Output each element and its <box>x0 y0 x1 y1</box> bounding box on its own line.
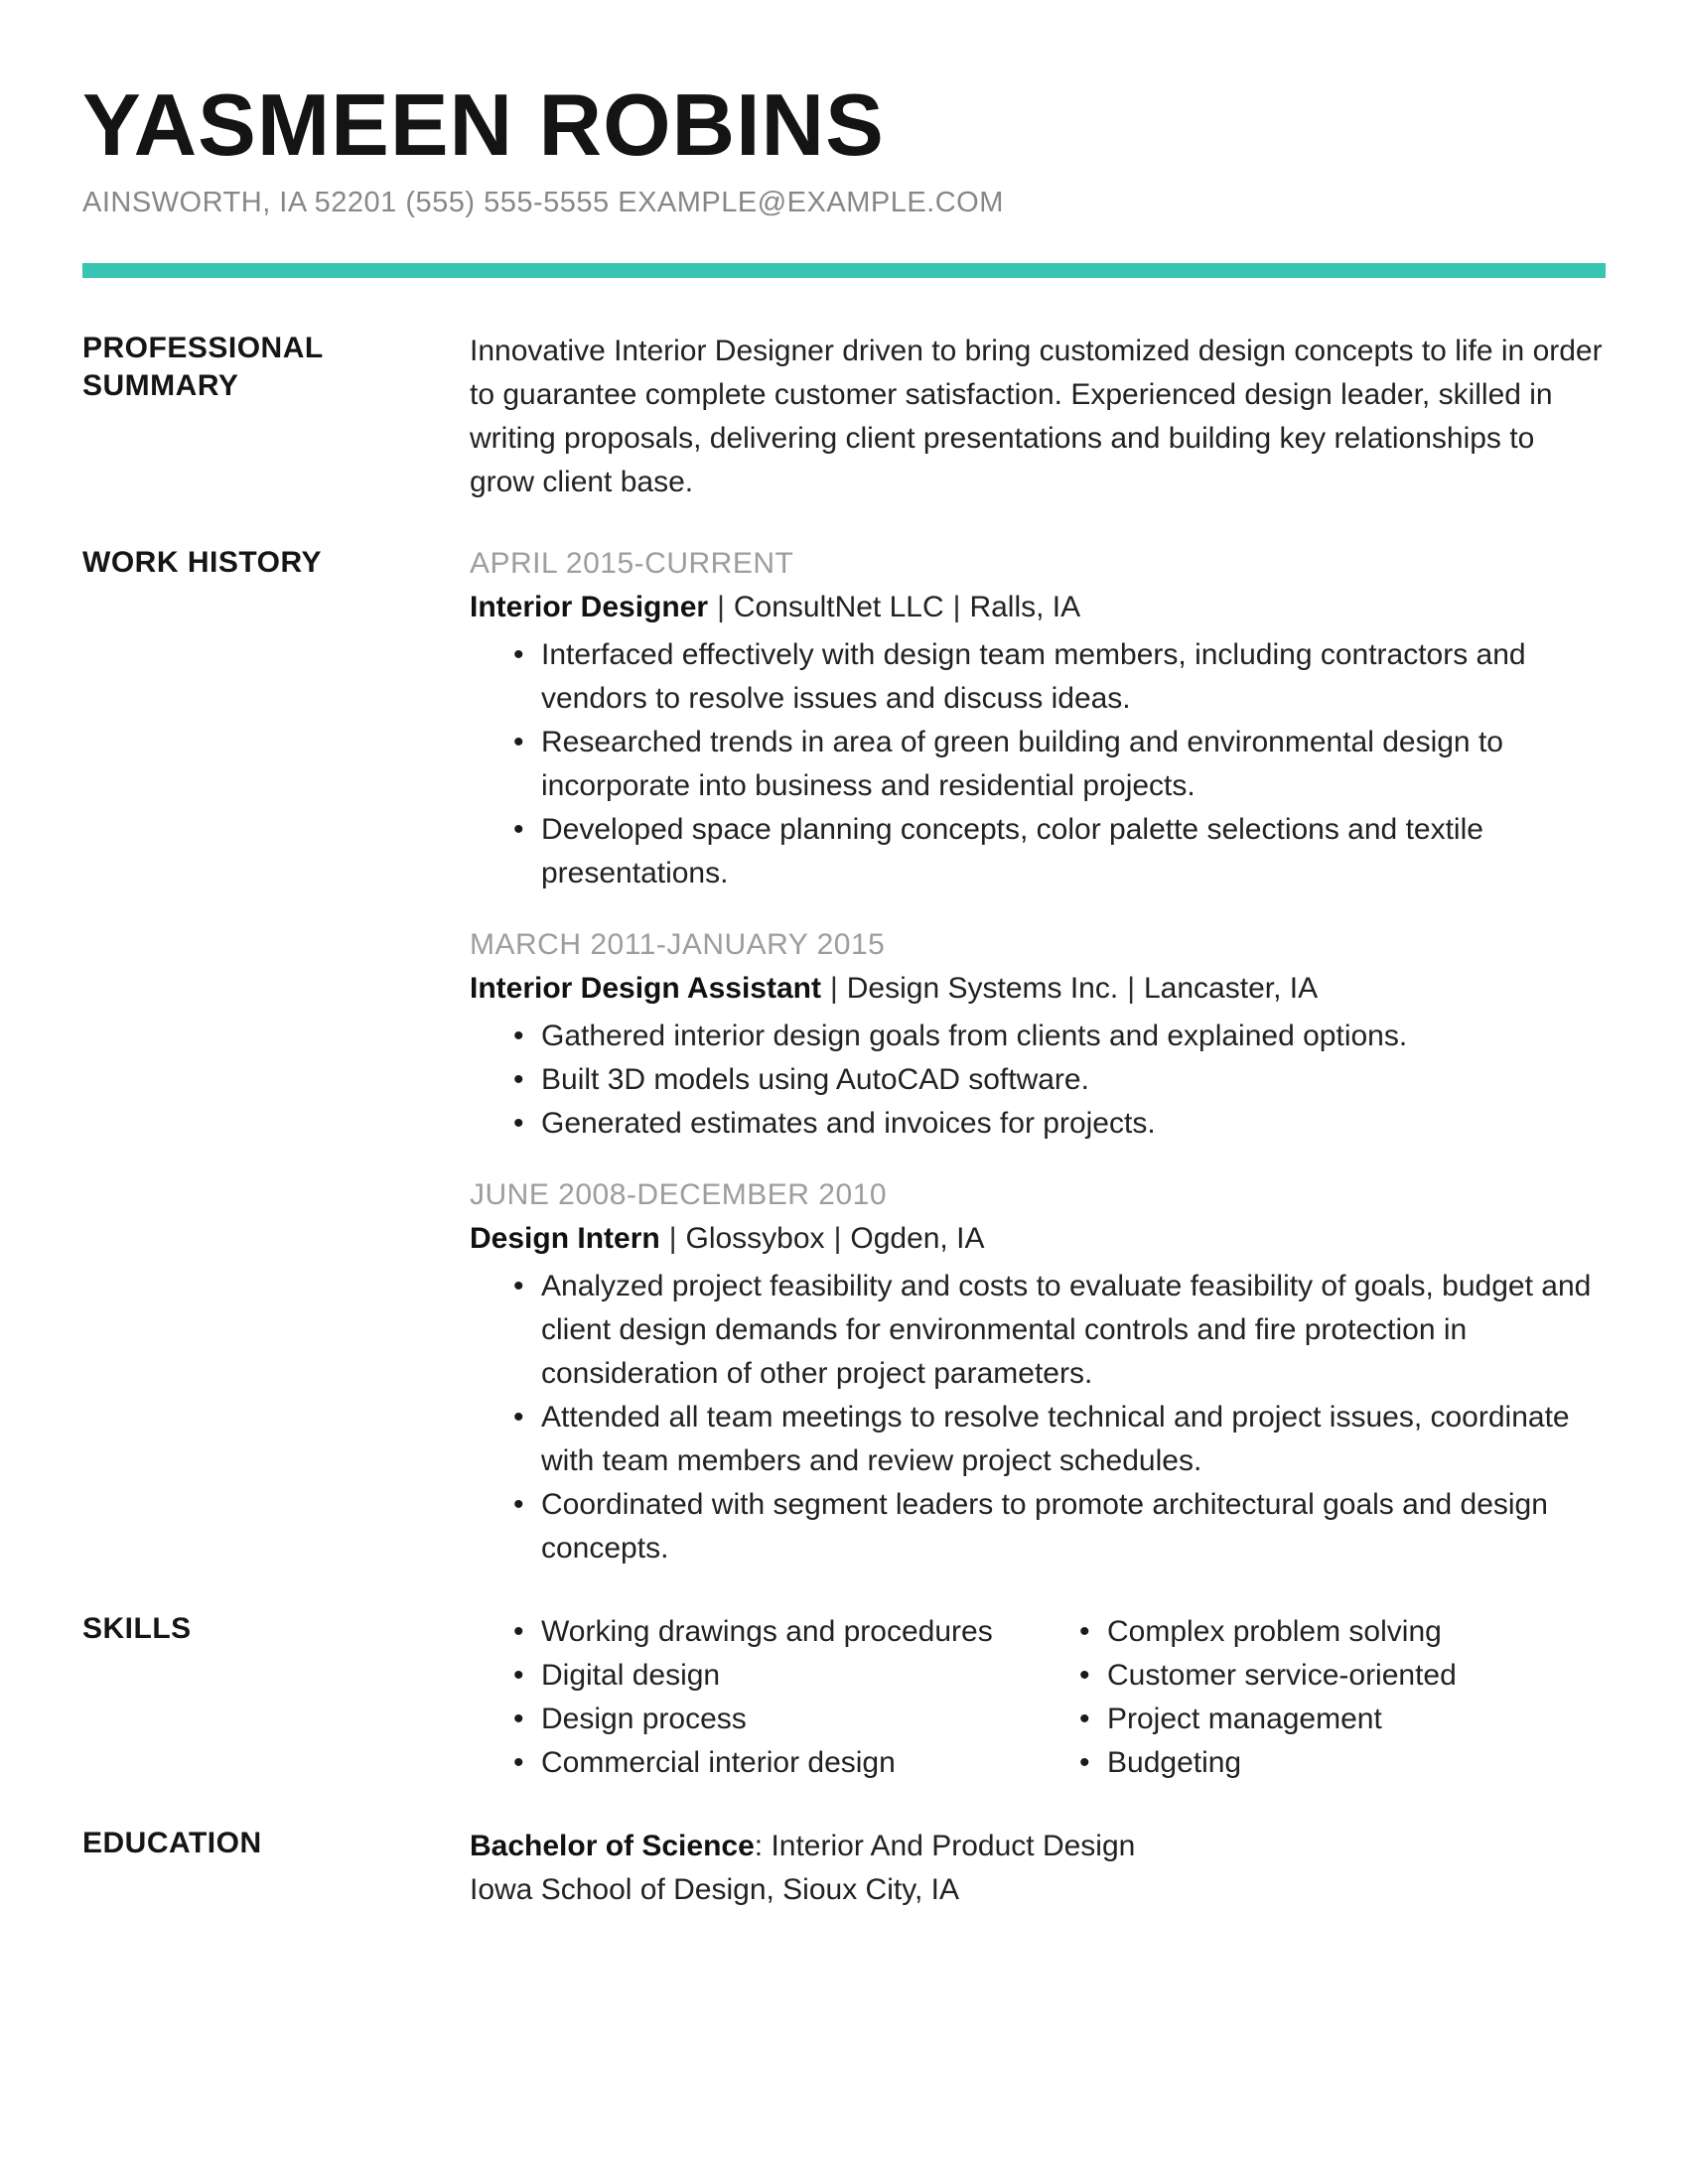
education-content <box>470 1825 1606 1912</box>
section-professional-summary <box>82 330 1606 504</box>
education-heading: EDUCATION <box>82 1827 262 1859</box>
pipe-separator: | <box>829 972 838 1005</box>
skill-item: • Commercial interior design <box>470 1741 1036 1785</box>
job-bullet: • Interfaced effectively with design team members, including contractors and vendors to resolve issues and discuss ideas. <box>470 633 1606 721</box>
job-dates: JUNE 2008-DECEMBER 2010 <box>470 1178 888 1211</box>
job-title: Interior Designer <box>470 591 709 623</box>
job-entry-interior-design-assistant <box>470 925 1606 1146</box>
job-bullet-list <box>470 1015 1606 1146</box>
accent-divider <box>82 263 1606 278</box>
professional-summary-text: Innovative Interior Designer driven to bring customized design concepts to life in order to guarantee complete customer satisfaction. Experienced design leader, skilled in writing proposals, delivering client presentations and building key relationships to grow client base. <box>470 335 1603 498</box>
contact-line: AINSWORTH, IA 52201 (555) 555-5555 EXAMPLE@EXAMPLE.COM <box>82 187 1004 218</box>
job-title-line <box>470 586 1606 629</box>
work-history-content <box>470 544 1606 1570</box>
education-school-line: Iowa School of Design, Sioux City, IA <box>470 1873 960 1906</box>
job-title-line <box>470 1217 1606 1261</box>
skill-item: • Project management <box>1036 1698 1606 1741</box>
professional-summary-heading: PROFESSIONAL SUMMARY <box>82 332 324 402</box>
section-skills <box>82 1610 1606 1785</box>
skill-item: • Budgeting <box>1036 1741 1606 1785</box>
job-bullet-list <box>470 1265 1606 1570</box>
job-location: Lancaster, IA <box>1144 972 1319 1005</box>
job-entry-interior-designer <box>470 544 1606 895</box>
job-bullet: • Attended all team meetings to resolve technical and project issues, coordinate with team members and review project schedules. <box>470 1396 1606 1483</box>
job-company: Glossybox <box>685 1222 825 1255</box>
pipe-separator: | <box>952 591 961 623</box>
skill-item: • Complex problem solving <box>1036 1610 1606 1654</box>
pipe-separator: | <box>1127 972 1135 1005</box>
job-dates: MARCH 2011-JANUARY 2015 <box>470 928 886 961</box>
job-title-line <box>470 967 1606 1011</box>
job-company: Design Systems Inc. <box>846 972 1119 1005</box>
job-bullet: • Analyzed project feasibility and costs to evaluate feasibility of goals, budget and client design demands for environmental controls and fire protection in consideration of other project parameters. <box>470 1265 1606 1396</box>
skill-item: • Design process <box>470 1698 1036 1741</box>
skill-item: • Working drawings and procedures <box>470 1610 1036 1654</box>
section-work-history <box>82 544 1606 1570</box>
job-location: Ogden, IA <box>850 1222 985 1255</box>
job-title: Interior Design Assistant <box>470 972 821 1005</box>
job-bullet: • Developed space planning concepts, color palette selections and textile presentations. <box>470 808 1606 895</box>
education-degree-field: : Interior And Product Design <box>754 1830 1136 1862</box>
pipe-separator: | <box>833 1222 842 1255</box>
job-bullet: • Built 3D models using AutoCAD software. <box>470 1058 1606 1102</box>
job-bullet: • Researched trends in area of green building and environmental design to incorporate into business and residential projects. <box>470 721 1606 808</box>
pipe-separator: | <box>717 591 725 623</box>
job-bullet: • Generated estimates and invoices for projects. <box>470 1102 1606 1146</box>
job-title: Design Intern <box>470 1222 660 1255</box>
skill-item: • Customer service-oriented <box>1036 1654 1606 1698</box>
job-bullet: • Gathered interior design goals from clients and explained options. <box>470 1015 1606 1058</box>
skills-column-1 <box>470 1610 1036 1785</box>
skill-item: • Digital design <box>470 1654 1036 1698</box>
work-history-heading: WORK HISTORY <box>82 546 323 579</box>
education-degree: Bachelor of Science <box>470 1830 755 1862</box>
pipe-separator: | <box>668 1222 677 1255</box>
job-bullet-list <box>470 633 1606 895</box>
job-entry-design-intern <box>470 1175 1606 1570</box>
job-bullet: • Coordinated with segment leaders to promote architectural goals and design concepts. <box>470 1483 1606 1570</box>
name-heading: YASMEEN ROBINS <box>82 75 885 174</box>
skills-heading: SKILLS <box>82 1612 192 1645</box>
job-company: ConsultNet LLC <box>733 591 944 623</box>
section-education <box>82 1825 1606 1912</box>
job-dates: APRIL 2015-CURRENT <box>470 547 794 580</box>
education-degree-line <box>470 1825 1606 1868</box>
skills-column-2 <box>1036 1610 1606 1785</box>
skills-content <box>470 1610 1606 1785</box>
job-location: Ralls, IA <box>969 591 1081 623</box>
